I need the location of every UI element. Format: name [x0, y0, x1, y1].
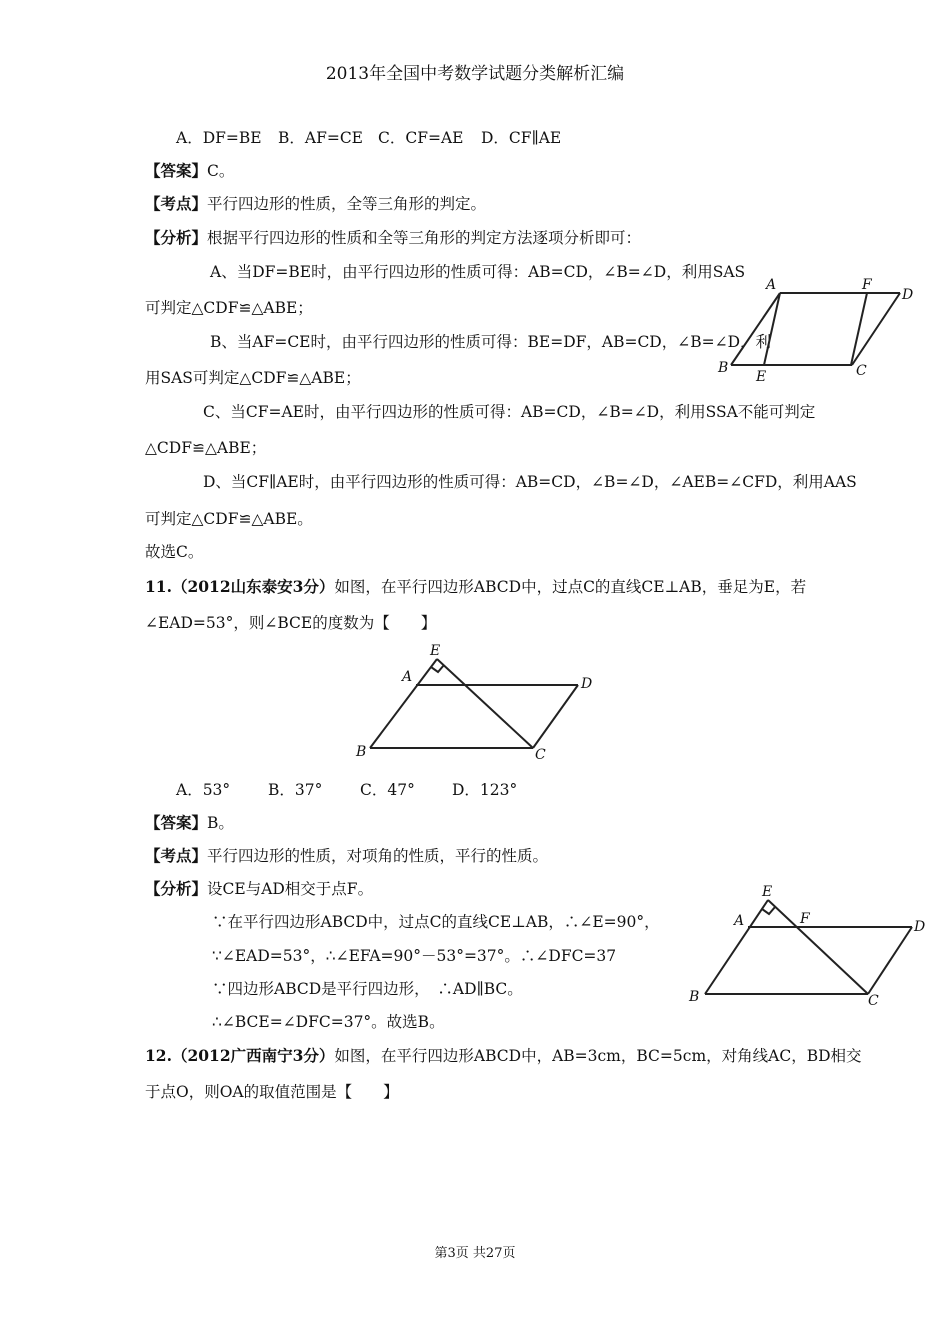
- kaodian-label: 【考点】: [145, 846, 208, 865]
- q11-line-1: ∵在平行四边形ABCD中，过点C的直线CE⊥AB，∴∠E=90°，: [212, 913, 660, 931]
- label-e: E: [756, 369, 767, 384]
- label-d: D: [581, 676, 593, 692]
- label-d: D: [902, 287, 914, 303]
- q10-option-d: D．CF∥AE: [481, 129, 562, 147]
- label-f: F: [862, 277, 872, 293]
- q10-line-c2: △CDF≌△ABE；: [145, 439, 267, 457]
- q11-option-c: C．47°: [360, 781, 415, 799]
- q10-option-c: C．CF=AE: [378, 129, 464, 147]
- fenxi-intro: 根据平行四边形的性质和全等三角形的判定方法逐项分析即可：: [207, 229, 642, 247]
- label-c: C: [856, 363, 867, 379]
- q11-analysis-figure: [680, 882, 930, 1010]
- q10-options: [176, 128, 561, 148]
- segment-cd: [533, 685, 578, 748]
- q11-option-b: B．37°: [268, 781, 323, 799]
- q11-stem-line2: ∠EAD=53°，则∠BCE的度数为【 】: [145, 614, 437, 632]
- q12-number: 12.: [145, 1046, 172, 1065]
- q10-line-d2: 可判定△CDF≌△ABE。: [145, 510, 313, 528]
- segment-cd: [868, 927, 912, 994]
- q11-fenxi: [145, 879, 373, 899]
- answer-text: B。: [207, 814, 234, 832]
- q11-stem1: 如图，在平行四边形ABCD中，过点C的直线CE⊥AB，垂足为E，若: [334, 578, 807, 596]
- right-angle-mark: [431, 665, 444, 672]
- label-c: C: [868, 993, 879, 1009]
- q10-option-a: A．DF=BE: [176, 129, 262, 147]
- q10-answer: [145, 161, 234, 181]
- q11-line-3: ∵四边形ABCD是平行四边形， ∴AD∥BC。: [212, 980, 523, 998]
- q10-line-a2: 可判定△CDF≌△ABE；: [145, 299, 313, 317]
- q11-answer: [145, 813, 234, 833]
- page-title: 2013年全国中考数学试题分类解析汇编: [325, 64, 625, 84]
- segment-ec: [437, 659, 533, 748]
- label-a: A: [734, 913, 745, 929]
- label-b: B: [356, 744, 367, 760]
- q11-kaodian: [145, 846, 548, 866]
- q11-option-a: A．53°: [176, 781, 231, 799]
- q10-conclusion: 故选C。: [145, 543, 204, 561]
- kaodian-label: 【考点】: [145, 194, 208, 213]
- answer-label: 【答案】: [145, 161, 208, 180]
- label-c: C: [535, 747, 546, 763]
- q10-kaodian: [145, 194, 486, 214]
- answer-label: 【答案】: [145, 813, 208, 832]
- label-e: E: [430, 643, 441, 659]
- label-d: D: [914, 919, 926, 935]
- q11-option-d: D．123°: [452, 781, 518, 799]
- q10-line-b1: B、当AF=CE时，由平行四边形的性质可得：BE=DF，AB=CD，∠B=∠D，利: [210, 333, 772, 351]
- q12-source: （2012广西南宁3分）: [171, 1046, 335, 1065]
- page-number: 第3页 共27页: [434, 1246, 516, 1261]
- label-e: E: [762, 884, 773, 900]
- q10-figure: [712, 272, 930, 384]
- q11-source: （2012山东泰安3分）: [171, 577, 335, 596]
- label-a: A: [402, 669, 413, 685]
- q11-options: [176, 780, 517, 800]
- segment-ec: [768, 900, 868, 994]
- answer-text: C。: [207, 162, 235, 180]
- q12-stem-line1: [145, 1046, 862, 1066]
- kaodian-text: 平行四边形的性质，全等三角形的判定。: [207, 195, 487, 213]
- q11-line-2: ∵∠EAD=53°，∴∠EFA=90°－53°=37°。∴∠DFC=37: [212, 947, 617, 965]
- fenxi-label: 【分析】: [145, 228, 208, 247]
- label-f: F: [800, 911, 810, 927]
- q12-stem1: 如图，在平行四边形ABCD中，AB=3cm，BC=5cm，对角线AC，BD相交: [334, 1047, 862, 1065]
- q12-stem-line2: 于点O，则OA的取值范围是【 】: [145, 1083, 399, 1101]
- label-b: B: [718, 360, 729, 376]
- q10-line-a1: A、当DF=BE时，由平行四边形的性质可得：AB=CD，∠B=∠D，利用SAS: [210, 263, 746, 281]
- q11-stem-line1: [145, 577, 806, 597]
- label-b: B: [689, 989, 700, 1005]
- q10-line-d1: D、当CF∥AE时，由平行四边形的性质可得：AB=CD，∠B=∠D，∠AEB=∠CFD，利用AAS: [203, 473, 857, 491]
- q10-line-c1: C、当CF=AE时，由平行四边形的性质可得：AB=CD，∠B=∠D，利用SSA不能可判定: [203, 403, 816, 421]
- q11-figure: [350, 638, 610, 766]
- label-a: A: [766, 277, 777, 293]
- q11-line-4: ∴∠BCE=∠DFC=37°。故选B。: [212, 1013, 445, 1031]
- fenxi-intro: 设CE与AD相交于点F。: [207, 880, 374, 898]
- q11-number: 11.: [145, 577, 172, 596]
- fenxi-label: 【分析】: [145, 879, 208, 898]
- q10-line-b2: 用SAS可判定△CDF≌△ABE；: [145, 369, 361, 387]
- q10-option-b: B．AF=CE: [278, 129, 364, 147]
- right-angle-mark: [762, 907, 775, 914]
- q10-fenxi: [145, 228, 641, 248]
- kaodian-text: 平行四边形的性质，对项角的性质，平行的性质。: [207, 847, 549, 865]
